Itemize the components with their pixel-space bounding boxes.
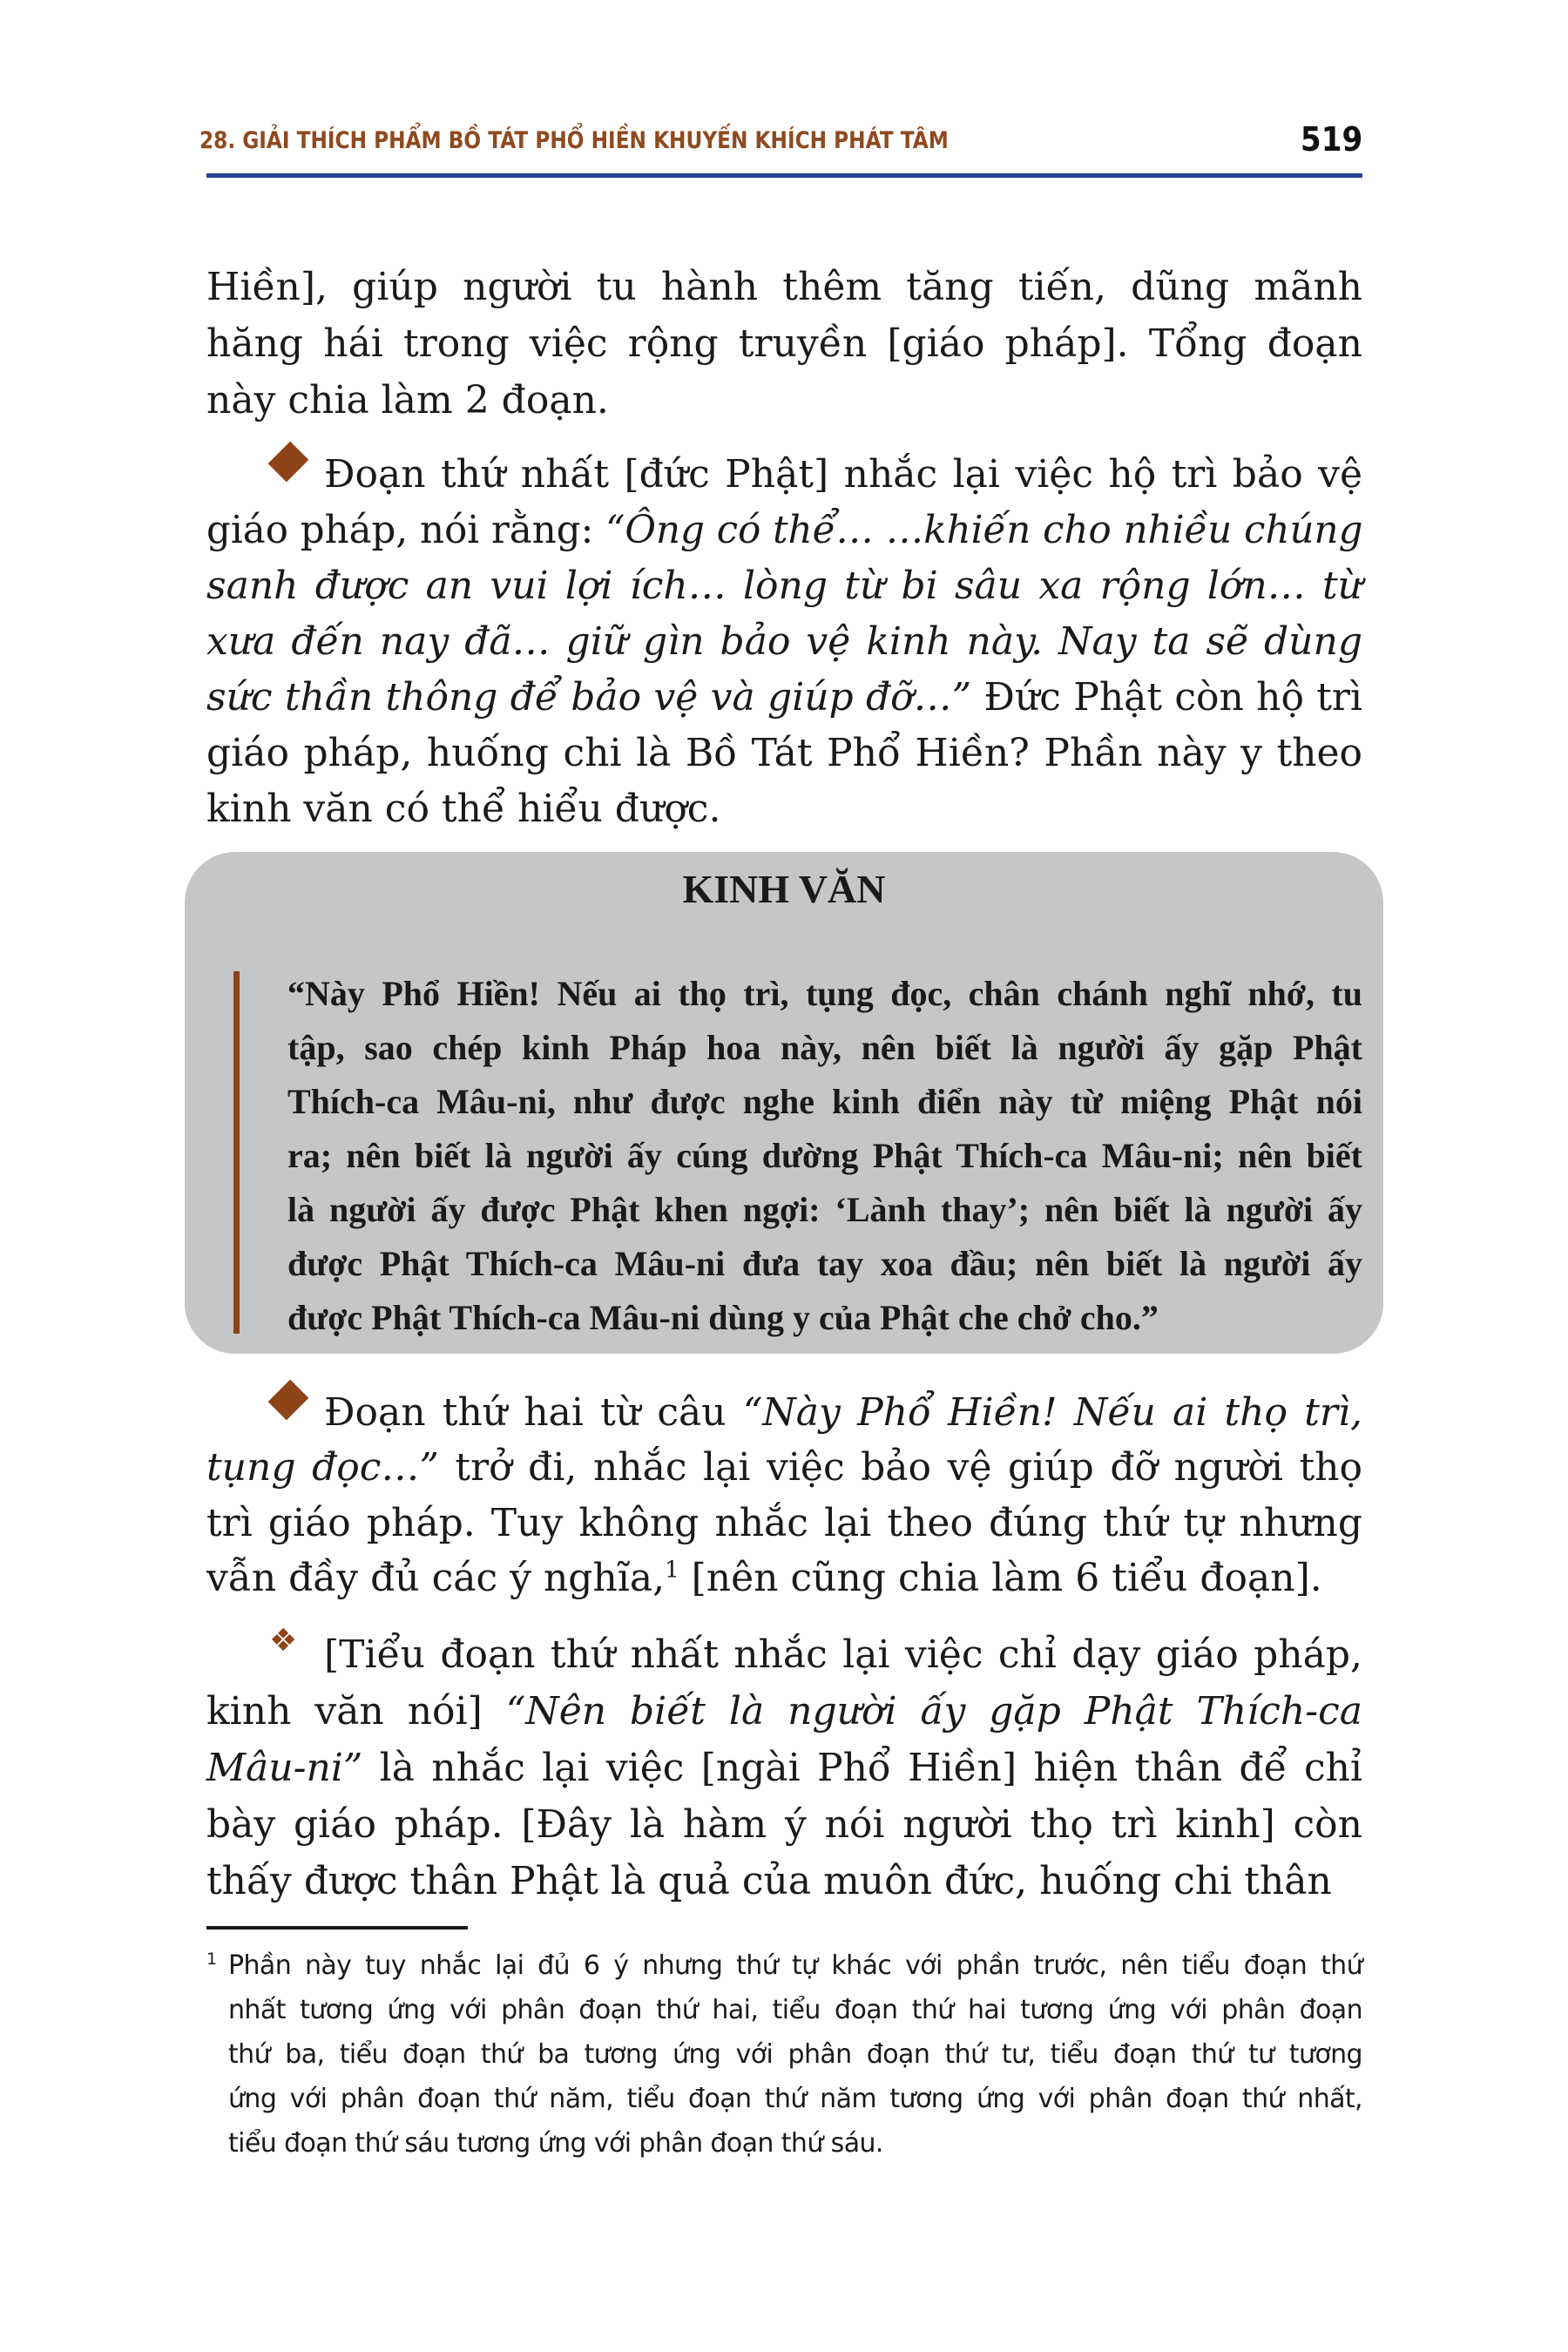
footnote-line: ứng với phân đoạn thứ năm, tiểu đoạn thứ năm tương ứng với phân đoạn thứ nhất, [228, 2084, 1362, 2114]
quoted-text: tụng đọc…” [206, 1445, 439, 1490]
text-span: kinh văn có thể hiểu được. [206, 787, 721, 831]
quote-line: được Phật Thích-ca Mâu-ni dùng y của Phật che chở cho.” [287, 1298, 1159, 1337]
text-span: trở đi, nhắc lại việc bảo vệ giúp đỡ người thọ [438, 1445, 1362, 1490]
text-line [206, 373, 1362, 429]
text-span: giáo pháp, huống chi là Bồ Tát Phổ Hiền? Phần này y theo [206, 731, 1362, 775]
footnote-line: thứ ba, tiểu đoạn thứ ba tương ứng với phân đoạn thứ tư, tiểu đoạn thứ tư tương [228, 2039, 1362, 2070]
text-line [324, 1385, 1362, 1441]
text-span: [nên cũng chia làm 6 tiểu đoạn]. [679, 1555, 1322, 1600]
footnote-number: 1 [206, 1950, 218, 1969]
text-line [206, 1684, 1362, 1740]
text-span: [Tiểu đoạn thứ nhất nhắc lại việc chỉ dạy giáo pháp, [324, 1632, 1362, 1677]
text-line [206, 1440, 1362, 1496]
footnote-line: nhất tương ứng với phân đoạn thứ hai, tiểu đoạn thứ hai tương ứng với phân đoạn [228, 1995, 1362, 2025]
text-span: giáo pháp, nói rằng: [206, 508, 606, 552]
text-line [324, 1627, 1362, 1683]
quote-bar [233, 971, 240, 1334]
footnote-ref[interactable]: 1 [665, 1557, 679, 1584]
text-span: Đức Phật còn hộ trì [971, 675, 1362, 720]
text-line [206, 614, 1362, 670]
text-line [206, 670, 1362, 726]
text-span: Đoạn thứ nhất [đức Phật] nhắc lại việc hộ trì bảo vệ [324, 452, 1362, 497]
text-line [206, 1496, 1362, 1551]
text-line [206, 503, 1362, 558]
text-span: Hiền], giúp người tu hành thêm tăng tiến, dũng mãnh [206, 265, 1362, 309]
text-span: hăng hái trong việc rộng truyền [giáo pháp]. Tổng đoạn [206, 321, 1362, 366]
quoted-text: Mâu-ni” [206, 1746, 363, 1790]
text-line [206, 1797, 1362, 1853]
footnote-rule [206, 1926, 468, 1930]
text-span: kinh văn nói] [206, 1689, 506, 1734]
text-line [324, 447, 1362, 503]
diamond-icon [268, 1380, 309, 1421]
header-rule [206, 173, 1362, 178]
text-span: là nhắc lại việc [ngài Phổ Hiền] hiện thân để chỉ [362, 1746, 1362, 1790]
text-line [206, 316, 1362, 372]
footnote-line: Phần này tuy nhắc lại đủ 6 ý nhưng thứ tự khác với phần trước, nên tiểu đoạn thứ [228, 1950, 1362, 1981]
page-number: 519 [1300, 120, 1362, 159]
quoted-text: xưa đến nay đã… giữ gìn bảo vệ kinh này. Nay ta sẽ dùng [206, 619, 1362, 664]
text-span: thấy được thân Phật là quả của muôn đức, huống chi thân [206, 1859, 1332, 1903]
text-line [206, 1551, 1362, 1606]
text-line [206, 726, 1362, 781]
quote-line: được Phật Thích-ca Mâu-ni đưa tay xoa đầu; nên biết là người ấy [287, 1244, 1362, 1283]
text-span: này chia làm 2 đoạn. [206, 378, 609, 422]
text-line [206, 1740, 1362, 1796]
text-span: bày giáo pháp. [Đây là hàm ý nói người thọ trì kinh] còn [206, 1802, 1362, 1847]
four-diamond-icon: ❖ [269, 1623, 298, 1659]
text-line [206, 260, 1362, 315]
quote-line: Thích-ca Mâu-ni, như được nghe kinh điển này từ miệng Phật nói [287, 1082, 1362, 1121]
quoted-text: sanh được an vui lợi ích… lòng từ bi sâu xa rộng lớn… từ [206, 564, 1362, 608]
text-line [206, 558, 1362, 614]
diamond-icon [268, 442, 309, 483]
quoted-text: “Ông có thể… …khiến cho nhiều chúng [605, 508, 1363, 552]
text-span: vẫn đầy đủ các ý nghĩa, [206, 1555, 666, 1600]
quote-line: ra; nên biết là người ấy cúng dường Phật Thích-ca Mâu-ni; nên biết [287, 1136, 1362, 1175]
text-span: Đoạn thứ hai từ câu [324, 1390, 743, 1435]
quoted-text: “Này Phổ Hiền! Nếu ai thọ trì, [742, 1390, 1362, 1435]
text-line [206, 1854, 1362, 1909]
kinh-van-title: KINH VĂN [682, 867, 886, 911]
footnote-line: tiểu đoạn thứ sáu tương ứng với phân đoạn thứ sáu. [228, 2128, 883, 2159]
quoted-text: “Nên biết là người ấy gặp Phật Thích-ca [505, 1689, 1362, 1734]
text-line [206, 781, 1362, 837]
quote-line: tập, sao chép kinh Pháp hoa này, nên biết là người ấy gặp Phật [287, 1028, 1362, 1067]
running-header-title: 28. GIẢI THÍCH PHẨM BỒ TÁT PHỔ HIỀN KHUYẾN KHÍCH PHÁT TÂM [199, 127, 949, 154]
quote-line: là người ấy được Phật khen ngợi: ‘Lành thay’; nên biết là người ấy [287, 1190, 1362, 1229]
quote-line: “Này Phổ Hiền! Nếu ai thọ trì, tụng đọc, chân chánh nghĩ nhớ, tu [287, 974, 1362, 1013]
quoted-text: sức thần thông để bảo vệ và giúp đỡ…” [206, 675, 972, 720]
text-span: trì giáo pháp. Tuy không nhắc lại theo đúng thứ tự nhưng [206, 1500, 1362, 1545]
